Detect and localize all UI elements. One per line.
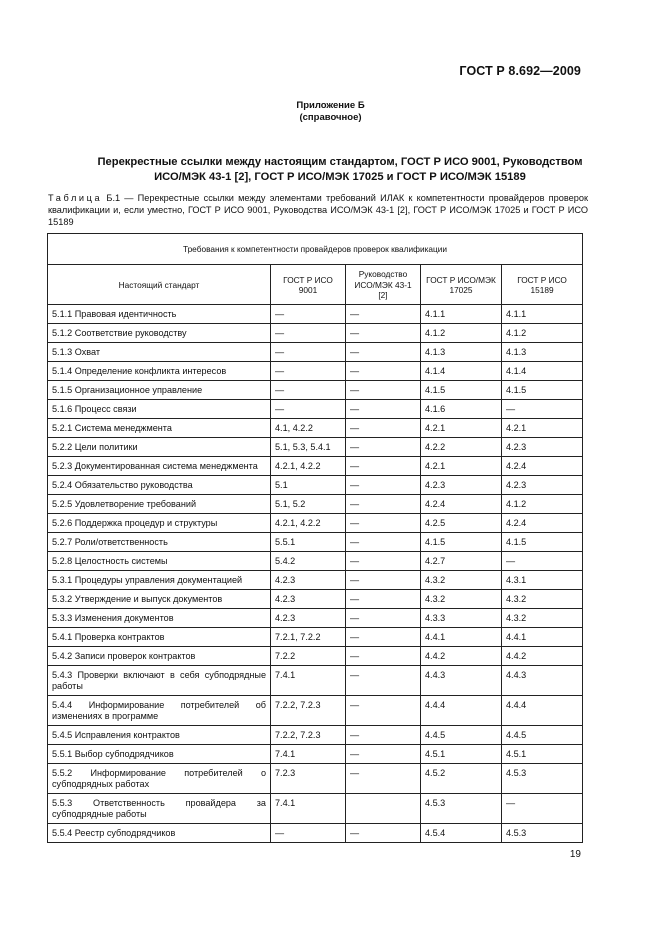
- standard-code: ГОСТ Р 8.692—2009: [459, 64, 581, 78]
- iso-17025-cell: 4.1.2: [421, 324, 502, 343]
- iso-17025-cell: 4.3.2: [421, 571, 502, 590]
- table-row: [48, 381, 583, 400]
- requirement-cell: 5.1.2 Соответствие руководству: [48, 324, 271, 343]
- requirement-cell: 5.3.1 Процедуры управления документацией: [48, 571, 271, 590]
- table-row: [48, 794, 583, 824]
- guide-43-1-cell: —: [346, 628, 421, 647]
- iso-17025-cell: 4.5.2: [421, 764, 502, 794]
- guide-43-1-cell: —: [346, 438, 421, 457]
- table-row: [48, 571, 583, 590]
- iso-9001-cell: 7.2.1, 7.2.2: [271, 628, 346, 647]
- guide-43-1-cell: —: [346, 647, 421, 666]
- table-row: [48, 438, 583, 457]
- iso-15189-cell: 4.1.5: [502, 533, 583, 552]
- requirement-cell: 5.3.3 Изменения документов: [48, 609, 271, 628]
- iso-9001-cell: 5.5.1: [271, 533, 346, 552]
- iso-15189-cell: —: [502, 400, 583, 419]
- iso-17025-cell: 4.2.1: [421, 457, 502, 476]
- iso-15189-cell: 4.3.1: [502, 571, 583, 590]
- iso-17025-cell: 4.3.2: [421, 590, 502, 609]
- iso-9001-cell: —: [271, 824, 346, 843]
- iso-9001-cell: 7.4.1: [271, 666, 346, 696]
- table-row: [48, 609, 583, 628]
- requirement-cell: 5.1.4 Определение конфликта интересов: [48, 362, 271, 381]
- requirement-cell: 5.1.1 Правовая идентичность: [48, 305, 271, 324]
- iso-15189-cell: 4.4.2: [502, 647, 583, 666]
- guide-43-1-cell: —: [346, 745, 421, 764]
- iso-17025-cell: 4.2.4: [421, 495, 502, 514]
- iso-15189-cell: 4.4.3: [502, 666, 583, 696]
- requirement-cell: 5.4.5 Исправления контрактов: [48, 726, 271, 745]
- iso-15189-cell: 4.3.2: [502, 590, 583, 609]
- guide-43-1-cell: —: [346, 400, 421, 419]
- iso-15189-cell: 4.4.4: [502, 696, 583, 726]
- iso-9001-cell: 4.2.3: [271, 571, 346, 590]
- column-header-this-standard: Настоящий стандарт: [48, 265, 271, 305]
- iso-9001-cell: 5.1, 5.3, 5.4.1: [271, 438, 346, 457]
- iso-15189-cell: 4.1.4: [502, 362, 583, 381]
- iso-9001-cell: 4.2.1, 4.2.2: [271, 514, 346, 533]
- requirement-cell: 5.1.5 Организационное управление: [48, 381, 271, 400]
- iso-15189-cell: 4.1.2: [502, 495, 583, 514]
- iso-17025-cell: 4.2.5: [421, 514, 502, 533]
- table-row: [48, 824, 583, 843]
- requirement-cell: 5.4.2 Записи проверок контрактов: [48, 647, 271, 666]
- guide-43-1-cell: —: [346, 305, 421, 324]
- guide-43-1-cell: —: [346, 552, 421, 571]
- table-row: [48, 400, 583, 419]
- iso-9001-cell: 7.2.2, 7.2.3: [271, 696, 346, 726]
- table-group-header: Требования к компетентности провайдеров проверок квалификации: [48, 234, 583, 265]
- requirement-cell: 5.2.6 Поддержка процедур и структуры: [48, 514, 271, 533]
- iso-17025-cell: 4.5.4: [421, 824, 502, 843]
- iso-15189-cell: 4.1.2: [502, 324, 583, 343]
- guide-43-1-cell: [346, 794, 421, 824]
- guide-43-1-cell: —: [346, 419, 421, 438]
- guide-43-1-cell: —: [346, 764, 421, 794]
- requirement-cell: 5.4.3 Проверки включают в себя субподрядные работы: [48, 666, 271, 696]
- iso-17025-cell: 4.1.4: [421, 362, 502, 381]
- guide-43-1-cell: —: [346, 514, 421, 533]
- table-row: [48, 552, 583, 571]
- table-body: [48, 305, 583, 843]
- guide-43-1-cell: —: [346, 457, 421, 476]
- guide-43-1-cell: —: [346, 824, 421, 843]
- guide-43-1-cell: —: [346, 571, 421, 590]
- table-row: [48, 514, 583, 533]
- requirement-cell: 5.5.4 Реестр субподрядчиков: [48, 824, 271, 843]
- iso-17025-cell: 4.4.4: [421, 696, 502, 726]
- guide-43-1-cell: —: [346, 533, 421, 552]
- table-row: [48, 628, 583, 647]
- requirement-cell: 5.5.3 Ответственность провайдера за субподрядные работы: [48, 794, 271, 824]
- requirement-cell: 5.2.7 Роли/ответственность: [48, 533, 271, 552]
- table-caption: [48, 192, 588, 229]
- requirement-cell: 5.1.6 Процесс связи: [48, 400, 271, 419]
- table-row: [48, 305, 583, 324]
- iso-17025-cell: 4.1.6: [421, 400, 502, 419]
- iso-17025-cell: 4.4.1: [421, 628, 502, 647]
- iso-17025-cell: 4.3.3: [421, 609, 502, 628]
- iso-9001-cell: 5.1, 5.2: [271, 495, 346, 514]
- guide-43-1-cell: —: [346, 696, 421, 726]
- table-row: [48, 666, 583, 696]
- table-row: [48, 764, 583, 794]
- iso-15189-cell: 4.5.3: [502, 764, 583, 794]
- iso-15189-cell: 4.5.3: [502, 824, 583, 843]
- column-header-iso-15189: ГОСТ Р ИСО 15189: [502, 265, 583, 305]
- iso-17025-cell: 4.4.5: [421, 726, 502, 745]
- iso-9001-cell: —: [271, 305, 346, 324]
- table-row: [48, 745, 583, 764]
- table-caption-label: Таблица: [48, 193, 103, 203]
- iso-9001-cell: —: [271, 362, 346, 381]
- iso-9001-cell: 4.2.1, 4.2.2: [271, 457, 346, 476]
- iso-17025-cell: 4.2.7: [421, 552, 502, 571]
- iso-9001-cell: —: [271, 324, 346, 343]
- guide-43-1-cell: —: [346, 495, 421, 514]
- guide-43-1-cell: —: [346, 324, 421, 343]
- iso-17025-cell: 4.2.1: [421, 419, 502, 438]
- iso-9001-cell: 7.4.1: [271, 794, 346, 824]
- annex-title: Приложение Б: [296, 100, 365, 111]
- table-caption-text: Б.1 — Перекрестные ссылки между элементами требований ИЛАК к компетентности провайдеров проверок квалификации и, если уместно, ГОСТ Р ИСО 9001, Руководства ИСО/МЭК 43-1 [2], ГОСТ Р ИСО/МЭК 17025 и ГОСТ Р ИСО 15189: [48, 193, 588, 228]
- document-title-line-1: Перекрестные ссылки между настоящим стандартом, ГОСТ Р ИСО 9001, Руководством: [97, 156, 583, 168]
- annex-heading: [0, 100, 661, 124]
- iso-17025-cell: 4.1.1: [421, 305, 502, 324]
- requirement-cell: 5.2.3 Документированная система менеджмента: [48, 457, 271, 476]
- table-row: [48, 533, 583, 552]
- iso-17025-cell: 4.5.1: [421, 745, 502, 764]
- iso-15189-cell: 4.1.1: [502, 305, 583, 324]
- guide-43-1-cell: —: [346, 362, 421, 381]
- document-title-line-2: ИСО/МЭК 43-1 [2], ГОСТ Р ИСО/МЭК 17025 и ГОСТ Р ИСО/МЭК 15189: [154, 171, 526, 183]
- table-row: [48, 647, 583, 666]
- guide-43-1-cell: —: [346, 381, 421, 400]
- iso-9001-cell: 7.2.2, 7.2.3: [271, 726, 346, 745]
- iso-17025-cell: 4.4.2: [421, 647, 502, 666]
- guide-43-1-cell: —: [346, 590, 421, 609]
- iso-15189-cell: 4.2.3: [502, 438, 583, 457]
- iso-17025-cell: 4.1.3: [421, 343, 502, 362]
- table-row: [48, 476, 583, 495]
- column-header-iso-17025: ГОСТ Р ИСО/МЭК 17025: [421, 265, 502, 305]
- table-column-headers: [48, 265, 583, 305]
- requirement-cell: 5.2.5 Удовлетворение требований: [48, 495, 271, 514]
- cross-reference-table: [47, 233, 583, 843]
- requirement-cell: 5.1.3 Охват: [48, 343, 271, 362]
- iso-9001-cell: —: [271, 381, 346, 400]
- table-row: [48, 457, 583, 476]
- table-row: [48, 495, 583, 514]
- iso-17025-cell: 4.1.5: [421, 533, 502, 552]
- requirement-cell: 5.5.1 Выбор субподрядчиков: [48, 745, 271, 764]
- table-row: [48, 362, 583, 381]
- page-number: 19: [569, 849, 581, 860]
- iso-15189-cell: 4.3.2: [502, 609, 583, 628]
- guide-43-1-cell: —: [346, 343, 421, 362]
- iso-15189-cell: 4.5.1: [502, 745, 583, 764]
- requirement-cell: 5.2.2 Цели политики: [48, 438, 271, 457]
- guide-43-1-cell: —: [346, 476, 421, 495]
- column-header-guide-43-1: Руководство ИСО/МЭК 43-1 [2]: [346, 265, 421, 305]
- iso-17025-cell: 4.2.2: [421, 438, 502, 457]
- iso-15189-cell: 4.4.5: [502, 726, 583, 745]
- table-row: [48, 590, 583, 609]
- iso-15189-cell: 4.2.4: [502, 514, 583, 533]
- iso-15189-cell: —: [502, 552, 583, 571]
- guide-43-1-cell: —: [346, 666, 421, 696]
- iso-17025-cell: 4.2.3: [421, 476, 502, 495]
- iso-9001-cell: 5.1: [271, 476, 346, 495]
- annex-subtitle: (справочное): [299, 112, 362, 123]
- iso-15189-cell: 4.4.1: [502, 628, 583, 647]
- requirement-cell: 5.2.4 Обязательство руководства: [48, 476, 271, 495]
- iso-9001-cell: 7.2.2: [271, 647, 346, 666]
- iso-9001-cell: —: [271, 343, 346, 362]
- iso-9001-cell: 4.2.3: [271, 609, 346, 628]
- iso-9001-cell: —: [271, 400, 346, 419]
- guide-43-1-cell: —: [346, 726, 421, 745]
- iso-9001-cell: 4.1, 4.2.2: [271, 419, 346, 438]
- iso-17025-cell: 4.1.5: [421, 381, 502, 400]
- table-row: [48, 726, 583, 745]
- table-row: [48, 343, 583, 362]
- iso-15189-cell: 4.2.3: [502, 476, 583, 495]
- requirement-cell: 5.4.4 Информирование потребителей об изменениях в программе: [48, 696, 271, 726]
- iso-9001-cell: 7.4.1: [271, 745, 346, 764]
- iso-9001-cell: 4.2.3: [271, 590, 346, 609]
- iso-15189-cell: 4.1.5: [502, 381, 583, 400]
- table-row: [48, 696, 583, 726]
- iso-17025-cell: 4.4.3: [421, 666, 502, 696]
- column-header-iso-9001: ГОСТ Р ИСО 9001: [271, 265, 346, 305]
- table-row: [48, 324, 583, 343]
- requirement-cell: 5.2.1 Система менеджмента: [48, 419, 271, 438]
- iso-9001-cell: 7.2.3: [271, 764, 346, 794]
- iso-15189-cell: 4.2.4: [502, 457, 583, 476]
- document-title: [60, 155, 620, 185]
- requirement-cell: 5.2.8 Целостность системы: [48, 552, 271, 571]
- requirement-cell: 5.5.2 Информирование потребителей о субподрядных работах: [48, 764, 271, 794]
- iso-15189-cell: —: [502, 794, 583, 824]
- iso-15189-cell: 4.1.3: [502, 343, 583, 362]
- iso-17025-cell: 4.5.3: [421, 794, 502, 824]
- guide-43-1-cell: —: [346, 609, 421, 628]
- iso-9001-cell: 5.4.2: [271, 552, 346, 571]
- table-row: [48, 419, 583, 438]
- iso-15189-cell: 4.2.1: [502, 419, 583, 438]
- requirement-cell: 5.4.1 Проверка контрактов: [48, 628, 271, 647]
- requirement-cell: 5.3.2 Утверждение и выпуск документов: [48, 590, 271, 609]
